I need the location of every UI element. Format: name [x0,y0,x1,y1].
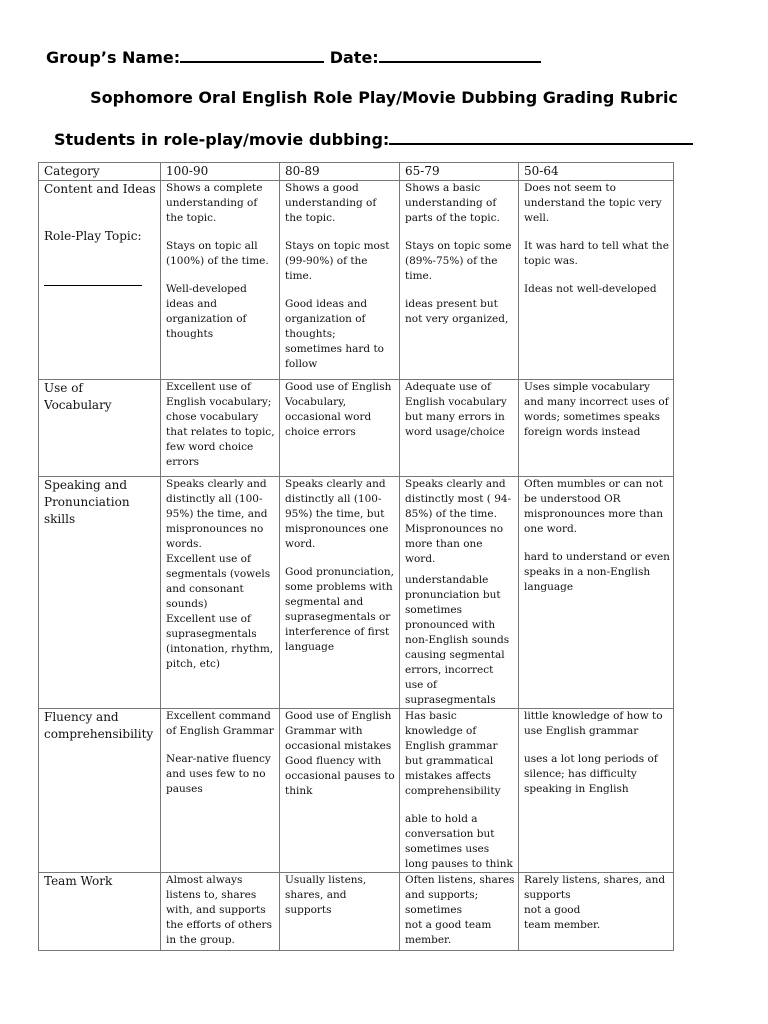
students-label: Students in role-play/movie dubbing: [54,130,390,149]
date-label: Date: [329,48,379,67]
column-header-category: Category [39,163,161,181]
column-header-80-89: 80-89 [280,163,400,181]
cell-text: Shows a basic understanding of parts of the topic. [405,182,500,224]
cell-text: Shows a good understanding of the topic. [285,182,377,224]
cell-teamwork-100-90: Almost always listens to, shares with, and supports the efforts of others in the group. [161,873,280,951]
category-fluency: Fluency and comprehensibility [39,709,161,873]
header-row [39,163,674,181]
cell-vocabulary-50-64: Uses simple vocabulary and many incorrect uses of words; sometimes speaks foreign words instead [519,380,674,477]
cell-text: Stays on topic all (100%) of the time. [166,240,269,267]
cell-content-50-64 [519,181,674,380]
students-blank [389,129,693,145]
category-speaking: Speaking and Pronunciation skills [39,477,161,709]
rubric-table [38,162,674,951]
header-line [46,47,541,67]
cell-text: ideas present but not very organized, [405,298,509,325]
cell-text: Stays on topic most (99-90%) of the time. [285,240,390,282]
cell-fluency-50-64 [519,709,674,873]
table-row-speaking [39,477,674,709]
category-vocabulary: Use of Vocabulary [39,380,161,477]
cell-text: Well-developed ideas and organization of thoughts [166,283,247,340]
cell-teamwork-80-89: Usually listens, shares, and supports [280,873,400,951]
cell-text: Good pronunciation, some problems with segmental and suprasegmentals or interference of first language [285,566,394,653]
cell-text: Has basic knowledge of English grammar but grammatical mistakes affects comprehensibility [405,710,501,797]
cell-text: hard to understand or even speaks in a non-English language [524,551,670,593]
cell-text: understandable pronunciation but sometimes pronounced with non-English sounds causing segmental errors, incorrect use of suprasegmentals [405,574,510,706]
cell-text: Shows a complete understanding of the topic. [166,182,263,224]
cell-text: Ideas not well-developed [524,283,657,295]
cell-text: Near-native fluency and uses few to no pauses [166,753,271,795]
cell-fluency-100-90 [161,709,280,873]
cell-text: Often mumbles or can not be understood OR mispronounces more than one word. [524,478,664,535]
cell-teamwork-65-79: Often listens, shares and supports; sometimes not a good team member. [400,873,519,951]
cell-text: Does not seem to understand the topic very well. [524,182,662,224]
cell-text: able to hold a conversation but sometimes uses long pauses to think [405,813,513,870]
date-blank [379,47,541,63]
column-header-65-79: 65-79 [400,163,519,181]
category-content-label: Content and Ideas [44,182,156,196]
cell-text: Stays on topic some (89%-75%) of the time. [405,240,512,282]
cell-content-65-79 [400,181,519,380]
cell-speaking-80-89 [280,477,400,709]
cell-vocabulary-100-90: Excellent use of English vocabulary; chose vocabulary that relates to topic, few word choice errors [161,380,280,477]
cell-speaking-50-64 [519,477,674,709]
page-title: Sophomore Oral English Role Play/Movie Dubbing Grading Rubric [90,88,678,107]
cell-text: Excellent command of English Grammar [166,710,274,737]
cell-vocabulary-65-79: Adequate use of English vocabulary but many errors in word usage/choice [400,380,519,477]
cell-text: Good ideas and organization of thoughts; sometimes hard to follow [285,298,384,370]
cell-vocabulary-80-89: Good use of English Vocabulary, occasional word choice errors [280,380,400,477]
table-row-fluency [39,709,674,873]
cell-content-80-89 [280,181,400,380]
column-header-100-90: 100-90 [161,163,280,181]
category-teamwork: Team Work [39,873,161,951]
column-header-50-64: 50-64 [519,163,674,181]
role-play-topic-blank [44,285,142,286]
cell-content-100-90 [161,181,280,380]
cell-fluency-65-79 [400,709,519,873]
students-line [54,129,693,149]
cell-speaking-100-90: Speaks clearly and distinctly all (100- 95%) the time, and mispronounces no words. Excellent use of segmentals (vowels and consonant sounds) Excellent use of suprasegmentals (intonation, rhythm, pitch, etc) [161,477,280,709]
table-row-vocabulary [39,380,674,477]
table-row-teamwork [39,873,674,951]
cell-speaking-65-79 [400,477,519,709]
cell-text: Speaks clearly and distinctly all (100-95%) the time, but mispronounces one word. [285,478,389,550]
cell-text: uses a lot long periods of silence; has difficulty speaking in English [524,753,658,795]
group-name-blank [180,47,324,63]
group-name-label: Group’s Name: [46,48,181,67]
cell-teamwork-50-64: Rarely listens, shares, and supports not a good team member. [519,873,674,951]
cell-text: It was hard to tell what the topic was. [524,240,669,267]
table-row-content [39,181,674,380]
cell-text: little knowledge of how to use English grammar [524,710,663,737]
cell-text: Speaks clearly and distinctly most ( 94-85%) of the time. Mispronounces no more than one word. [405,478,512,565]
cell-fluency-80-89: Good use of English Grammar with occasional mistakes Good fluency with occasional pauses to think [280,709,400,873]
role-play-topic-label: Role-Play Topic: [44,229,142,243]
category-content [39,181,161,380]
